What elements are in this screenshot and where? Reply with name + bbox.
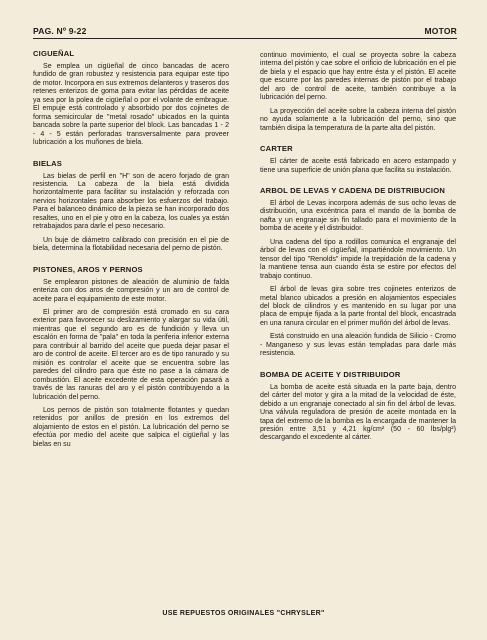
paragraph: El árbol de Levas incorpora además de sus ocho levas de distribución, una excéntrica para el mando de la bomba de nafta y un engranaje sin fin tallado para el movimiento de la bomba de aceite y el distribuidor. xyxy=(260,199,456,233)
paragraph: Las bielas de perfil en "H" son de acero forjado de gran resistencia. La cabeza de la biela está dividida horizontalmente para facilitar su instalación y reforzada con nervios horizontales para absorber los esfuerzos del trabajo. Para el balanceo dinámico de la pieza se han incorporado dos resaltes, uno en el pie y otro en la cabeza, los cuales ya están retrabajados para darle el peso necesario. xyxy=(33,172,229,231)
page-footer: USE REPUESTOS ORIGINALES "CHRYSLER" xyxy=(162,610,325,617)
right-column xyxy=(260,52,456,448)
paragraph: Se emplearon pistones de aleación de aluminio de falda enteriza con dos aros de compresión y un aro de control de aceite para el equipamiento de este motor. xyxy=(33,278,229,303)
paragraph: continuo movimiento, el cual se proyecta sobre la cabeza interna del pistón y cae sobre el orificio de lubricación en el pie de biela y el espacio que hay entre ésta y el pistón. El aceite que escurre por las paredes internas de pistón por el trabajo del aro de control de aceite, también contribuye a la lubricación del perno. xyxy=(260,52,456,102)
heading-pistones: PISTONES, AROS Y PERNOS xyxy=(33,264,143,274)
section-title: MOTOR xyxy=(424,26,457,36)
paragraph: La bomba de aceite está situada en la parte baja, dentro del cárter del motor y gira a la mitad de la velocidad de éste, debido a un engranaje conectado al sin fin del árbol de levas. Una válvula reguladora de presión de aceite montada en la tapa del extremo de la bomba es la encargada de mantener la presión entre 3,51 y 4,21 kg/cm² (50 - 60 lbs/plg²) descargando el excedente al cárter. xyxy=(260,383,456,442)
paragraph: La proyección del aceite sobre la cabeza interna del pistón no ayuda solamente a la lubricación del perno, sino que también disipa la temperatura de la parte alta del pistón. xyxy=(260,107,456,132)
heading-bielas: BIELAS xyxy=(33,158,63,168)
left-column xyxy=(33,49,229,454)
heading-ciguenal: CIGUEÑAL xyxy=(33,49,75,58)
page-header xyxy=(33,26,457,36)
heading-arbol-de-levas: ARBOL DE LEVAS Y CADENA DE DISTRIBUCION xyxy=(260,185,446,195)
heading-carter: CARTER xyxy=(260,144,293,154)
header-rule xyxy=(33,38,457,39)
paragraph: El árbol de levas gira sobre tres cojinetes enterizos de metal blanco ubicados a presión en alojamientos especiales del block de cilindros y es mantenido en su lugar por una placa de empuje fijada a la parte frontal del block, encastrada en una ranura circular en el primer muñón del árbol de levas. xyxy=(260,286,456,327)
paragraph: Una cadena del tipo a rodillos comunica el engranaje del árbol de levas con el cigüeñal, impartiéndole movimiento. Un tensor del tipo "Renolds" impide la trepidación de la cadena y la mantiene tensa aun cuando ésta se estire por efectos del trabajo continuo. xyxy=(260,238,456,280)
heading-bomba-de-aceite: BOMBA DE ACEITE Y DISTRIBUIDOR xyxy=(260,369,401,379)
page-number: PAG. Nº 9-22 xyxy=(33,26,87,36)
paragraph: Un buje de diámetro calibrado con precisión en el pie de biela, determina la flotabilidad necesaria del perno de pistón. xyxy=(33,236,229,253)
paragraph: Los pernos de pistón son totalmente flotantes y quedan retenidos por anillos de presión en los extremos del alojamiento de estos en el pistón. La lubricación del perno se efectúa por medio del aceite que salpica el cigüeñal y las bielas en su xyxy=(33,406,229,448)
paragraph: Está construido en una aleación fundida de Silicio - Cromo - Manganeso y sus levas están templadas para darle más resistencia. xyxy=(260,333,456,358)
paragraph: Se emplea un cigüeñal de cinco bancadas de acero fundido de gran robustez y resistencia para equipar este tipo de motor. Incorpora en sus extremos delanteros y traseros dos retenes enterizos de goma para evitar las pérdidas de aceite ya sea por la polea de cigüeñal o por el volante de embrague. El empuje está controlado y absorbido por dos cojinetes de forma semicircular de "metal rosado" ubicados en la quinta bancada sobre la parte superior del block. Las bancadas 1 - 2 - 4 - 5 están perforadas transversalmente para proveer lubricación a los muñones de biela. xyxy=(33,63,229,147)
paragraph: El cárter de aceite está fabricado en acero estampado y tiene una superficie de unión plana que facilita su instalación. xyxy=(260,158,456,174)
paragraph: El primer aro de compresión está cromado en su cara exterior para favorecer su deslizamiento y alargar su vida útil, mientras que el segundo aro es de fundición y lleva un escalón en forma de "pala" en toda la periferia inferior externa para contribuir al barrido del aceite que pueda dejar pasar el aro de control de aceite. El tercer aro es de tipo ranurado y su misión es controlar el aceite que se encuentra sobre las paredes del cilindro para que éste no pase a la cámara de combustión. El aceite excedente de esta operación pasará a través de las ranuras del aro y el pistón contribuyendo a la lubricación del perno. xyxy=(33,308,229,401)
